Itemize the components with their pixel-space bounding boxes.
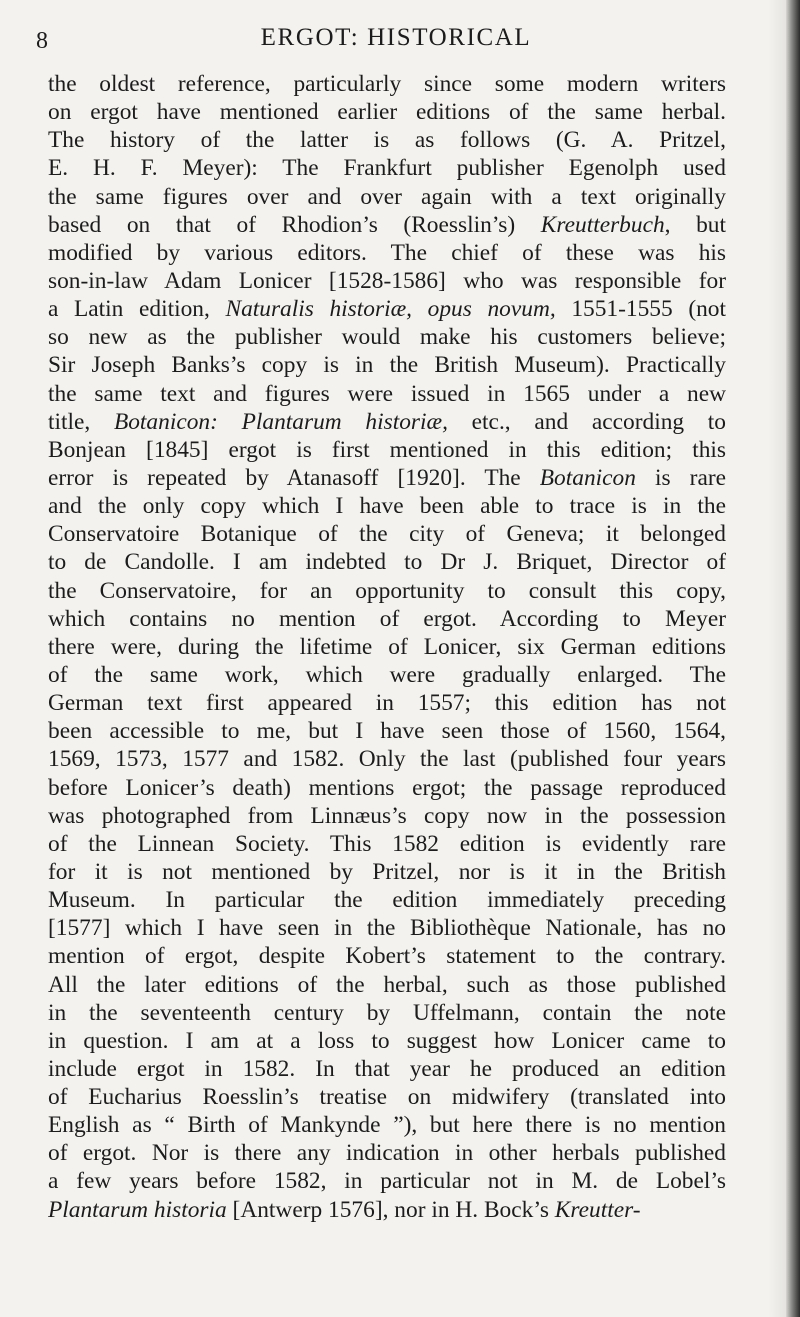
text-line xyxy=(48,548,726,576)
text-line xyxy=(48,351,726,379)
line-text: , but xyxy=(664,211,726,238)
line-text: and the only copy which I have been able to trace is in the xyxy=(48,493,726,520)
line-text: so new as the publisher would make his customers believe; xyxy=(48,324,726,351)
line-text: of ergot. Nor is there any indication in other herbals published xyxy=(48,1140,726,1167)
text-line xyxy=(48,1167,726,1195)
line-text: The history of the latter is as follows (G. A. Pritzel, xyxy=(48,127,726,154)
text-line xyxy=(48,126,726,154)
line-text: Bonjean [1845] ergot is first mentioned in this edition; this xyxy=(48,436,726,463)
line-text: for it is not mentioned by Pritzel, nor is it in the British xyxy=(48,858,726,885)
line-text: the same text and figures were issued in 1565 under a new xyxy=(48,380,726,407)
text-line xyxy=(48,633,726,661)
line-text: title, xyxy=(48,408,114,435)
line-text: in the seventeenth century by Uffelmann, contain the note xyxy=(48,999,726,1026)
text-line xyxy=(48,1111,726,1139)
line-text: a few years before 1582, in particular not in M. de Lobel’s xyxy=(48,1168,726,1195)
line-text: All the later editions of the herbal, such as those published xyxy=(48,971,726,998)
line-text: of the Linnean Society. This 1582 edition is evidently rare xyxy=(48,830,726,857)
line-text: son-in-law Adam Lonicer [1528-1586] who was responsible for xyxy=(48,267,726,294)
text-line xyxy=(48,154,726,182)
text-line xyxy=(48,323,726,351)
line-text: [1577] which I have seen in the Bibliothèque Nationale, has no xyxy=(48,915,726,942)
text-line xyxy=(48,98,726,126)
line-text: based on that of Rhodion’s (Roesslin’s) xyxy=(48,211,541,238)
line-text: Museum. In particular the edition immediately preceding xyxy=(48,887,726,914)
text-line xyxy=(48,971,726,999)
text-line xyxy=(48,1055,726,1083)
text-line xyxy=(48,577,726,605)
italic-title-text: Botanicon: Plantarum historiæ, xyxy=(113,408,448,435)
page-number: 8 xyxy=(36,28,49,54)
text-line xyxy=(48,380,726,408)
line-text: which contains no mention of ergot. According to Meyer xyxy=(48,605,726,632)
book-binding-edge xyxy=(786,0,800,1317)
text-line xyxy=(48,70,726,98)
text-line xyxy=(48,661,726,689)
line-text: was photographed from Linnæus’s copy now in the possession xyxy=(48,802,726,829)
italic-title-text: Kreutter- xyxy=(554,1196,641,1223)
text-line xyxy=(48,436,726,464)
text-line xyxy=(48,408,726,436)
running-title: ERGOT: HISTORICAL xyxy=(260,24,532,51)
line-text: [Antwerp 1576], nor in H. Bock’s xyxy=(226,1196,555,1223)
line-text: error is repeated by Atanasoff [1920]. The xyxy=(48,464,540,491)
text-line xyxy=(48,745,726,773)
line-text: mention of ergot, despite Kobert’s statement to the contrary. xyxy=(48,943,726,970)
line-text: of the same work, which were gradually enlarged. The xyxy=(48,661,726,688)
text-line xyxy=(48,1139,726,1167)
text-line xyxy=(48,999,726,1027)
line-text: before Lonicer’s death) mentions ergot; the passage reproduced xyxy=(48,774,726,801)
text-line xyxy=(48,802,726,830)
page-gutter-shadow xyxy=(768,0,786,1317)
italic-title-text: Kreutterbuch xyxy=(540,211,665,238)
italic-title-text: Plantarum historia xyxy=(48,1196,227,1223)
italic-title-text: Botanicon xyxy=(539,464,636,491)
text-line xyxy=(48,211,726,239)
line-text: include ergot in 1582. In that year he produced an edition xyxy=(48,1055,726,1082)
line-text: the same figures over and over again with a text originally xyxy=(48,183,726,210)
line-text: of Eucharius Roesslin’s treatise on midwifery (translated into xyxy=(48,1084,726,1111)
line-text: 1551-1555 (not xyxy=(555,296,726,323)
text-line xyxy=(48,183,726,211)
line-text: on ergot have mentioned earlier editions of the same herbal. xyxy=(48,99,726,126)
line-text: E. H. F. Meyer): The Frankfurt publisher Egenolph used xyxy=(48,155,726,182)
page-header xyxy=(36,22,756,56)
line-text: to de Candolle. I am indebted to Dr J. Briquet, Director of xyxy=(48,549,726,576)
line-text: a Latin edition, xyxy=(48,296,226,323)
line-text: the oldest reference, particularly since some modern writers xyxy=(48,71,726,97)
text-line xyxy=(48,464,726,492)
text-line xyxy=(48,914,726,942)
line-text: German text first appeared in 1557; this edition has not xyxy=(48,690,726,717)
line-text: been accessible to me, but I have seen those of 1560, 1564, xyxy=(48,718,726,745)
italic-title-text: Naturalis historiæ, opus novum, xyxy=(225,296,556,323)
line-text: there were, during the lifetime of Lonicer, six German editions xyxy=(48,633,726,660)
text-line xyxy=(48,295,726,323)
text-line xyxy=(48,239,726,267)
text-line xyxy=(48,886,726,914)
text-line xyxy=(48,605,726,633)
body-text xyxy=(48,70,726,1224)
line-text: English as “ Birth of Mankynde ”), but here there is no mention xyxy=(48,1112,726,1139)
line-text: is rare xyxy=(635,464,726,491)
line-text: modified by various editors. The chief of these was his xyxy=(48,239,726,266)
text-line xyxy=(48,830,726,858)
text-line xyxy=(48,858,726,886)
line-text: Conservatoire Botanique of the city of Geneva; it belonged xyxy=(48,521,726,548)
text-line xyxy=(48,1083,726,1111)
text-line xyxy=(48,1196,726,1224)
text-line xyxy=(48,520,726,548)
line-text: the Conservatoire, for an opportunity to consult this copy, xyxy=(48,577,726,604)
line-text: etc., and according to xyxy=(447,408,726,435)
text-line xyxy=(48,774,726,802)
text-line xyxy=(48,492,726,520)
line-text: 1569, 1573, 1577 and 1582. Only the last (published four years xyxy=(48,746,726,773)
text-line xyxy=(48,717,726,745)
text-line xyxy=(48,1027,726,1055)
text-line xyxy=(48,942,726,970)
line-text: in question. I am at a loss to suggest how Lonicer came to xyxy=(48,1027,726,1054)
text-line xyxy=(48,689,726,717)
text-line xyxy=(48,267,726,295)
line-text: Sir Joseph Banks’s copy is in the British Museum). Practically xyxy=(48,352,726,379)
